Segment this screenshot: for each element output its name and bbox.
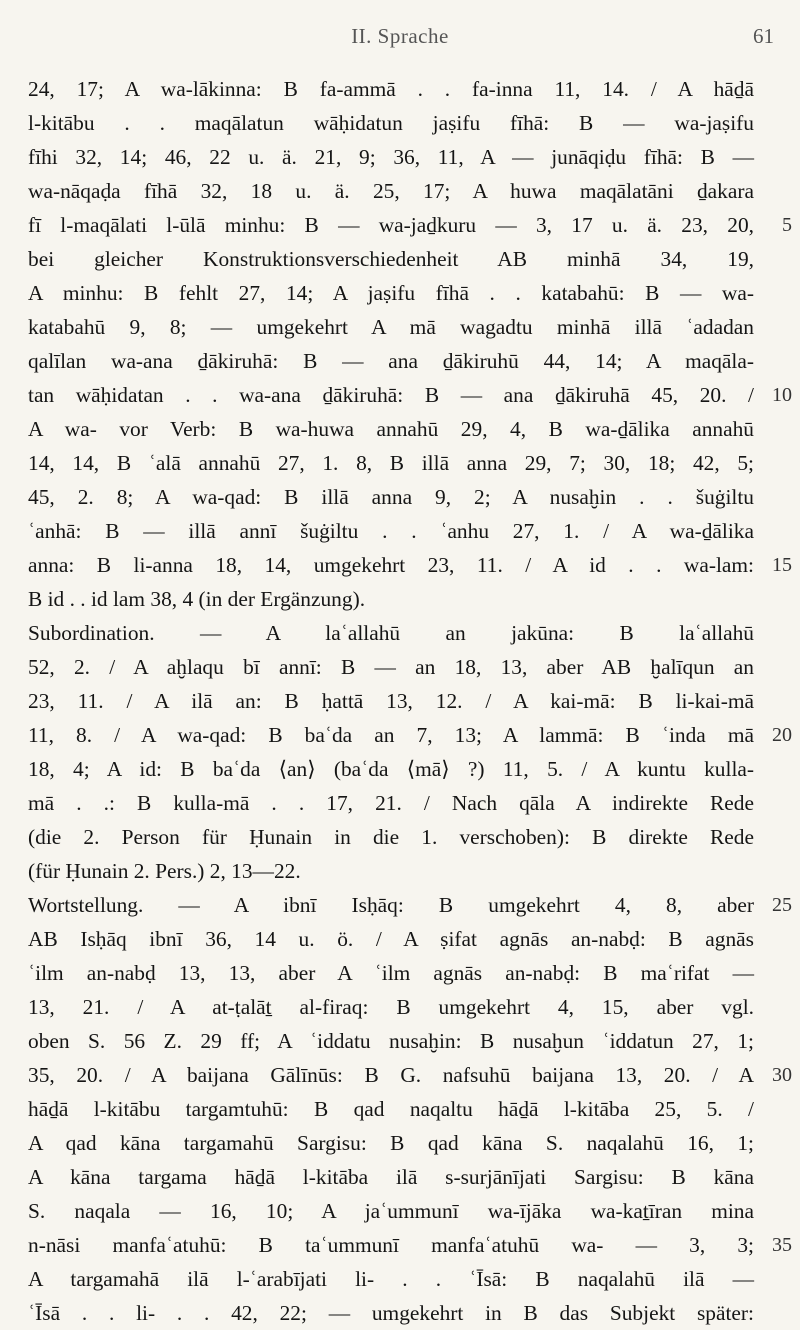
text-line: A wa- vor Verb: B wa-huwa annahū 29, 4, B wa-ḏālika annahū <box>28 417 754 441</box>
text-line: n-nāsi manfaʿatuhū: B taʿummunī manfaʿatuhū wa- — 3, 3; <box>28 1233 754 1257</box>
text-line: AB Isḥāq ibnī 36, 14 u. ö. / A ṣifat agnās an-nabḍ: B agnās <box>28 927 754 951</box>
margin-line-number: 5 <box>782 214 792 236</box>
margin-line-number: 15 <box>772 554 792 576</box>
text-line: Subordination. — A laʿallahū an jakūna: B laʿallahū <box>28 621 754 645</box>
text-line: 11, 8. / A wa-qad: B baʿda an 7, 13; A lammā: B ʿinda mā <box>28 723 754 747</box>
text-line: (für Ḥunain 2. Pers.) 2, 13—22. <box>28 859 301 883</box>
text-line: 23, 11. / A ilā an: B ḥattā 13, 12. / A kai-mā: B li-kai-mā <box>28 689 754 713</box>
margin-line-number: 10 <box>772 384 792 406</box>
text-line: oben S. 56 Z. 29 ff; A ʿiddatu nusaḫin: B nusaḫun ʿiddatun 27, 1; <box>28 1029 754 1053</box>
margin-line-number: 25 <box>772 894 792 916</box>
text-line: 52, 2. / A aḫlaqu bī annī: B — an 18, 13, aber AB ḫalīqun an <box>28 655 754 679</box>
text-line: ʿĪsā . . li- . . 42, 22; — umgekehrt in B das Subjekt später: <box>28 1301 754 1325</box>
text-line: 24, 17; A wa-lākinna: B fa-ammā . . fa-inna 11, 14. / A hāḏā <box>28 77 754 101</box>
text-line: (die 2. Person für Ḥunain in die 1. verschoben): B direkte Rede <box>28 825 754 849</box>
text-line: A targamahā ilā l-ʿarabījati li- . . ʿĪsā: B naqalahū ilā — <box>28 1267 754 1291</box>
text-line: tan wāḥidatan . . wa-ana ḏākiruhā: B — ana ḏākiruhā 45, 20. / <box>28 383 754 407</box>
margin-line-number: 35 <box>772 1234 792 1256</box>
margin-line-number: 30 <box>772 1064 792 1086</box>
text-line: qalīlan wa-ana ḏākiruhā: B — ana ḏākiruhū 44, 14; A maqāla- <box>28 349 754 373</box>
text-line: Wortstellung. — A ibnī Isḥāq: B umgekehrt 4, 8, aber <box>28 893 754 917</box>
text-line: wa-nāqaḍa fīhā 32, 18 u. ä. 25, 17; A huwa maqālatāni ḏakara <box>28 179 754 203</box>
text-line: 35, 20. / A baijana Gālīnūs: B G. nafsuhū baijana 13, 20. / A <box>28 1063 754 1087</box>
page-number: 61 <box>753 24 774 48</box>
text-line: A kāna targama hāḏā l-kitāba ilā s-surjānījati Sargisu: B kāna <box>28 1165 754 1189</box>
margin-line-number: 20 <box>772 724 792 746</box>
text-line: hāḏā l-kitābu targamtuhū: B qad naqaltu hāḏā l-kitāba 25, 5. / <box>28 1097 754 1121</box>
text-line: B id . . id lam 38, 4 (in der Ergänzung). <box>28 587 366 611</box>
text-line: fī l-maqālati l-ūlā minhu: B — wa-jaḏkuru — 3, 17 u. ä. 23, 20, <box>28 213 754 237</box>
text-line: katabahū 9, 8; — umgekehrt A mā wagadtu minhā illā ʿadadan <box>28 315 754 339</box>
text-line: ʿilm an-nabḍ 13, 13, aber A ʿilm agnās an-nabḍ: B maʿrifat — <box>28 961 754 985</box>
text-line: A minhu: B fehlt 27, 14; A jaṣifu fīhā . . katabahū: B — wa- <box>28 281 754 305</box>
text-line: 13, 21. / A at-ṭalāṯ al-firaq: B umgekehrt 4, 15, aber vgl. <box>28 995 754 1019</box>
text-line: 14, 14, B ʿalā annahū 27, 1. 8, B illā anna 29, 7; 30, 18; 42, 5; <box>28 451 754 475</box>
text-line: l-kitābu . . maqālatun wāḥidatun jaṣifu fīhā: B — wa-jaṣifu <box>28 111 754 135</box>
text-line: bei gleicher Konstruktionsverschiedenheit AB minhā 34, 19, <box>28 247 754 271</box>
text-line: 45, 2. 8; A wa-qad: B illā anna 9, 2; A nusaḫin . . šuġiltu <box>28 485 754 509</box>
text-line: A qad kāna targamahū Sargisu: B qad kāna S. naqalahū 16, 1; <box>28 1131 754 1155</box>
running-header <box>0 22 800 52</box>
text-line: S. naqala — 16, 10; A jaʿummunī wa-ījāka wa-kaṯīran mina <box>28 1199 754 1223</box>
text-line: ʿanhā: B — illā annī šuġiltu . . ʿanhu 27, 1. / A wa-ḏālika <box>28 519 754 543</box>
text-line: fīhi 32, 14; 46, 22 u. ä. 21, 9; 36, 11, A — junāqiḍu fīhā: B — <box>28 145 754 169</box>
chapter-title: II. Sprache <box>351 24 449 48</box>
text-line: mā . .: B kulla-mā . . 17, 21. / Nach qāla A indirekte Rede <box>28 791 754 815</box>
text-line: 18, 4; A id: B baʿda ⟨an⟩ (baʿda ⟨mā⟩ ?) 11, 5. / A kuntu kulla- <box>28 757 754 781</box>
text-line: anna: B li-anna 18, 14, umgekehrt 23, 11. / A id . . wa-lam: <box>28 553 754 577</box>
